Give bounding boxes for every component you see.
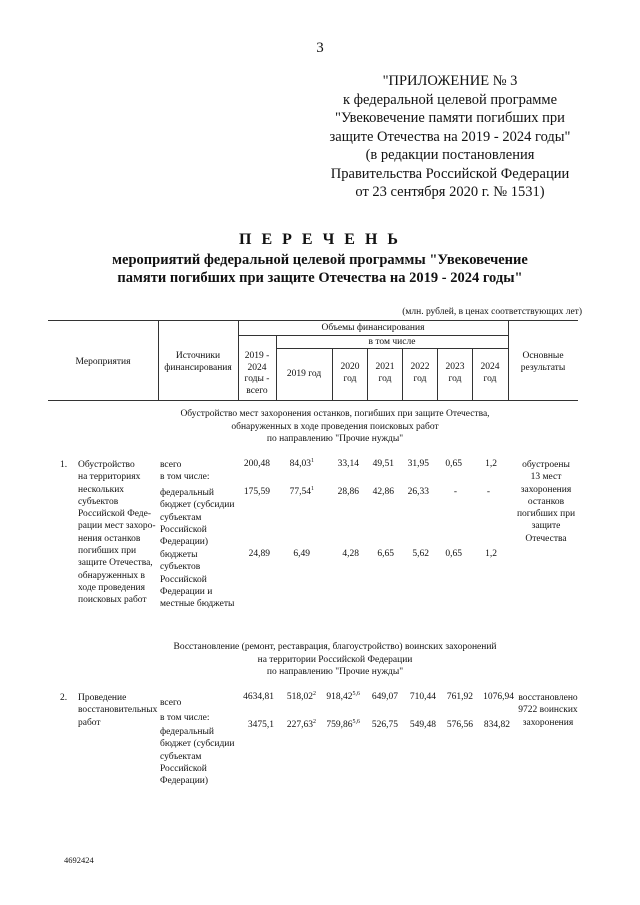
page-number: 3 [316, 40, 324, 56]
item-name-line: Проведение [78, 693, 127, 703]
document-title: П Е Р Е Ч Е Н Ь [239, 231, 401, 248]
item-number: 1. [60, 460, 68, 470]
footnote-mark: 2 [313, 719, 316, 725]
subtitle-line: памяти погибших при защите Отечества на 2019 - 2024 годы" [117, 270, 523, 286]
cell-value: 759,86 [326, 720, 353, 730]
source-line: федеральный [160, 727, 214, 737]
cell-value: 227,63 [286, 720, 313, 730]
cell-2021: 49,51 [372, 459, 394, 469]
item-number: 2. [60, 693, 68, 703]
col-divider [332, 348, 333, 400]
appendix-line: защите Отечества на 2019 - 2024 годы" [329, 128, 571, 145]
header-year-2021: 2021 год [375, 362, 395, 384]
result-text [508, 459, 584, 545]
section-heading [150, 408, 520, 446]
source-line: федеральный [160, 488, 214, 498]
result-line: захоронения [520, 484, 572, 495]
source-line: Российской [160, 763, 207, 774]
cell-total: 24,89 [248, 549, 270, 559]
header-year-2022: 2022 год [410, 362, 430, 384]
cell-total: 175,59 [243, 487, 270, 497]
cell-2022: 710,44 [409, 692, 436, 702]
cell-2022: 549,48 [409, 720, 436, 730]
header-sources: Источники финансирования [164, 351, 232, 373]
item-name-line: Российской Феде- [78, 509, 152, 520]
cell-total: 3475,1 [247, 720, 274, 730]
cell-value: 518,02 [286, 692, 313, 702]
source-line: бюджеты [160, 550, 198, 560]
header-year-2024: 2024 год [480, 362, 500, 384]
cell-2023: 0,65 [445, 549, 462, 559]
section-heading [150, 641, 520, 679]
section-heading-line: по направлению "Прочие нужды" [266, 434, 404, 444]
cell-2019 [290, 459, 314, 469]
document-subtitle [60, 251, 580, 287]
col-divider [158, 320, 159, 400]
source-line: в том числе: [160, 713, 210, 724]
item-name-line: защите Отечества, [78, 558, 153, 569]
cell-value: 918,42 [326, 692, 353, 702]
cell-2024: 1,2 [485, 549, 497, 559]
table-top-border [48, 320, 578, 321]
appendix-line: "ПРИЛОЖЕНИЕ № 3 [382, 73, 518, 89]
source-federal [160, 726, 234, 787]
section-heading-line: Обустройство мест захоронения останков, погибших при защите Отечества, [180, 409, 490, 419]
cell-2024: 1076,94 [483, 692, 514, 702]
source-line: Федерации) [160, 776, 209, 787]
result-text [508, 692, 588, 729]
result-line: обустроены [522, 460, 570, 470]
source-line: Федерации и [160, 586, 213, 597]
footnote-mark: 1 [311, 486, 314, 492]
source-line: Российской [160, 574, 207, 585]
cell-2024: 834,82 [483, 720, 510, 730]
header-year-2020: 2020 год [340, 362, 360, 384]
cell-2019: 6,49 [293, 549, 310, 559]
header-measures: Мероприятия [75, 357, 131, 367]
item-name-line: восстановительных [78, 705, 158, 716]
appendix-line: (в редакции постановления [365, 147, 535, 163]
source-line: субъектов [160, 562, 201, 573]
cell-2022: 5,62 [412, 549, 429, 559]
header-year-2019: 2019 год [286, 369, 322, 379]
result-line: восстановлено [518, 693, 578, 703]
appendix-header [300, 72, 600, 202]
cell-2020: 28,86 [337, 487, 359, 497]
result-line: защите [531, 521, 561, 532]
header-results: Основные результаты [520, 351, 566, 373]
footnote-mark: 1 [311, 458, 314, 464]
appendix-line: к федеральной целевой программе [342, 91, 558, 108]
item-name-line: Обустройство [78, 460, 135, 470]
result-line: погибших при [516, 509, 576, 520]
subtitle-line: мероприятий федеральной целевой программы "Увековечение [112, 252, 528, 268]
footnote-mark: 5,6 [352, 691, 360, 697]
result-line: останков [527, 496, 565, 507]
header-including: в том числе [368, 337, 416, 347]
source-regional [160, 549, 234, 610]
item-name-line: поисковых работ [78, 595, 147, 606]
cell-value: 77,54 [289, 487, 311, 497]
source-line: Российской [160, 524, 207, 535]
appendix-line: от 23 сентября 2020 г. № 1531) [355, 184, 545, 200]
section-heading-line: обнаруженных в ходе проведения поисковых работ [231, 421, 439, 432]
section-heading-line: по направлению "Прочие нужды" [266, 667, 404, 677]
cell-2020 [326, 692, 360, 702]
source-line: Федерации) [160, 537, 209, 548]
source-line: бюджет (субсидии [160, 500, 235, 511]
col-divider [367, 348, 368, 400]
appendix-line: "Увековечение памяти погибших при [335, 110, 565, 126]
document-code: 4692424 [64, 855, 94, 865]
source-federal [160, 487, 234, 548]
cell-2024: 1,2 [485, 459, 497, 469]
cell-2019 [287, 692, 316, 702]
item-name-line: нения останков [78, 533, 141, 544]
cell-2019 [290, 487, 314, 497]
cell-2021: 649,07 [371, 692, 398, 702]
source-total [160, 459, 210, 484]
cell-2020: 4,28 [342, 549, 359, 559]
source-line: субъектам [160, 512, 202, 523]
cell-2021: 526,75 [371, 720, 398, 730]
units-note: (млн. рублей, в ценах соответствующих лет) [402, 307, 582, 317]
col-divider [472, 348, 473, 400]
footnote-mark: 2 [313, 691, 316, 697]
col-divider [437, 348, 438, 400]
result-line: 9722 воинских [518, 705, 578, 716]
header-total: 2019 - 2024 годы - всего [244, 351, 270, 396]
cell-2019 [287, 720, 316, 730]
item-name-line: погибших при [78, 546, 137, 557]
cell-2022: 26,33 [407, 487, 429, 497]
item-name-line: на территориях [78, 472, 141, 483]
source-line: субъектам [160, 751, 202, 762]
col-divider [508, 320, 509, 400]
cell-value: 84,03 [289, 459, 311, 469]
col-divider [402, 348, 403, 400]
cell-2023: 576,56 [446, 720, 473, 730]
header-volume: Объемы финансирования [321, 323, 425, 333]
item-name-line: нескольких [78, 484, 125, 495]
section-heading-line: Восстановление (ремонт, реставрация, благоустройство) воинских захоронений [173, 642, 497, 652]
section-heading-line: на территории Российской Федерации [257, 654, 413, 665]
result-line: 13 мест [530, 472, 562, 483]
cell-total: 200,48 [243, 459, 270, 469]
source-line: бюджет (субсидии [160, 739, 235, 750]
cell-2021: 42,86 [372, 487, 394, 497]
source-line: местные бюджеты [160, 599, 235, 610]
cell-2020: 33,14 [337, 459, 359, 469]
source-line: всего [160, 460, 182, 470]
volume-divider [238, 335, 508, 336]
cell-2023: - [453, 487, 457, 497]
cell-2022: 31,95 [407, 459, 429, 469]
result-line: Отечества [525, 533, 567, 544]
item-name-line: рации мест захоро- [78, 521, 156, 532]
item-name-line: обнаруженных в [78, 570, 145, 581]
item-name-line: субъектов [78, 496, 119, 507]
cell-2020 [326, 720, 360, 730]
result-line: захоронения [522, 717, 574, 728]
item-name [78, 459, 156, 607]
cell-total: 4634,81 [243, 692, 274, 702]
cell-2021: 6,65 [377, 549, 394, 559]
source-line: в том числе: [160, 472, 210, 483]
cell-2024: - [486, 487, 490, 497]
footnote-mark: 5,6 [352, 719, 360, 725]
table-header-bottom [48, 400, 578, 401]
source-line: всего [160, 698, 182, 708]
source-total [160, 697, 210, 725]
item-name [78, 692, 157, 729]
appendix-line: Правительства Российской Федерации [330, 165, 570, 182]
item-name-line: ходе проведения [78, 582, 145, 593]
cell-2023: 761,92 [446, 692, 473, 702]
cell-2023: 0,65 [445, 459, 462, 469]
item-name-line: работ [78, 717, 101, 728]
header-year-2023: 2023 год [445, 362, 465, 384]
